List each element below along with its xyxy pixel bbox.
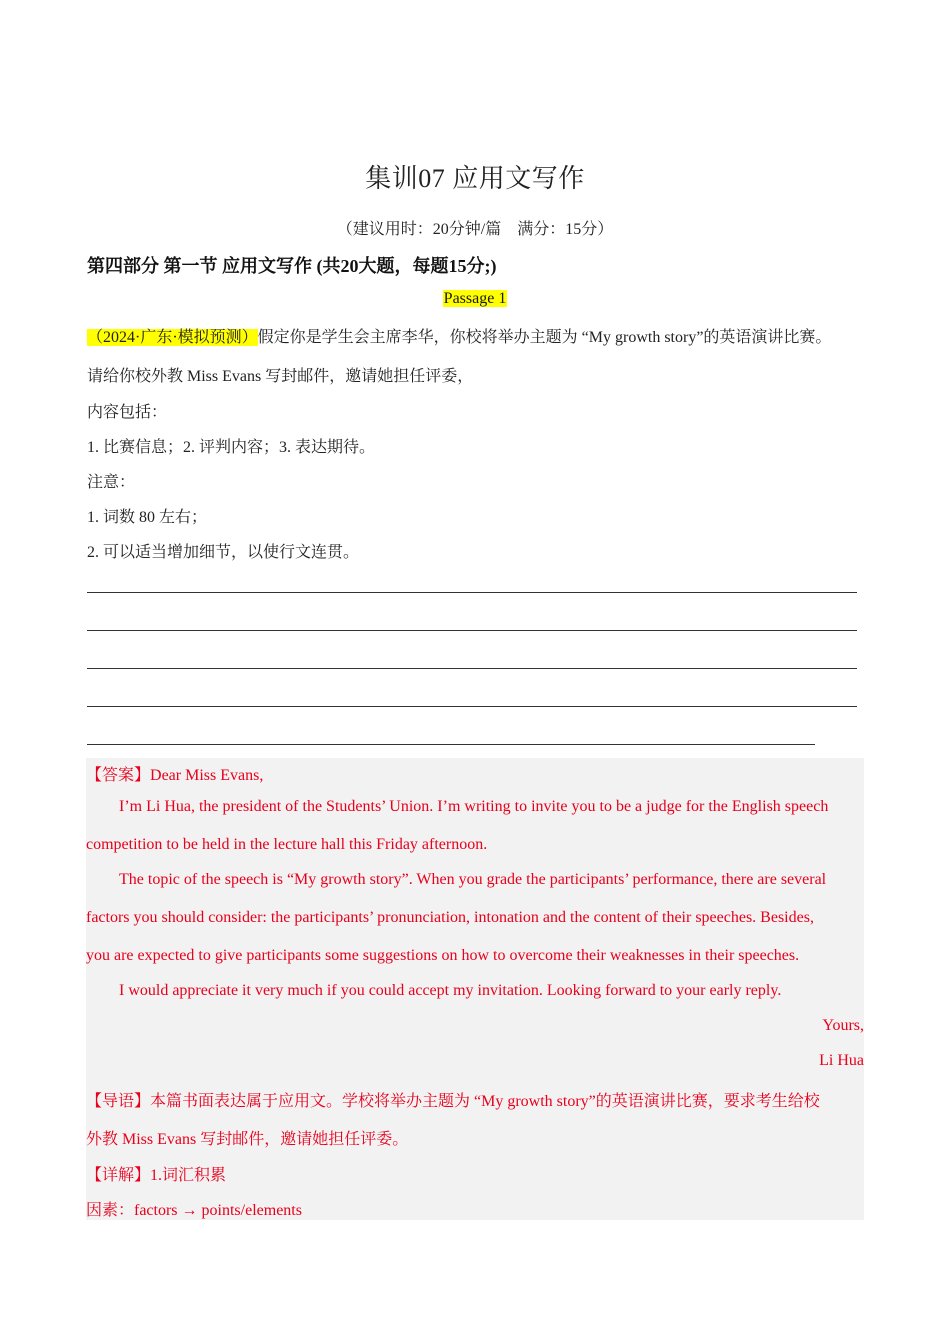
guide-line-1 [86, 1088, 820, 1111]
detail-line-1 [86, 1162, 226, 1185]
prompt-line-2: 请给你校外教 Miss Evans 写封邮件，邀请她担任评委， [87, 368, 474, 385]
prompt-line-1-text: 假定你是学生会主席李华，你校将举办主题为 “My growth story”的英语演讲比赛。 [257, 329, 832, 346]
prompt-line-3: 内容包括： [87, 404, 168, 421]
answer-p1-line-2: competition to be held in the lecture hall this Friday afternoon. [86, 836, 488, 853]
prompt-line-5: 注意： [87, 474, 136, 491]
answer-blank-line-5[interactable] [87, 744, 815, 745]
page-title: 集训07 应用文写作 [365, 164, 585, 193]
section-heading: 第四部分 第一节 应用文写作 (共20大题，每题15分;) [87, 256, 497, 276]
answer-blank-line-2[interactable] [87, 630, 857, 631]
prompt-line-4: 1. 比赛信息；2. 评判内容；3. 表达期待。 [87, 439, 376, 456]
answer-greeting-line [86, 762, 263, 785]
answer-blank-line-4[interactable] [87, 706, 857, 707]
detail-line-2: 因素：factors → points/elements [86, 1202, 302, 1219]
answer-blank-line-3[interactable] [87, 668, 857, 669]
passage-label-text: Passage 1 [443, 290, 507, 307]
prompt-line-1 [87, 324, 831, 347]
prompt-line-7: 2. 可以适当增加细节，以使行文连贯。 [87, 544, 360, 561]
answer-p2-line-2: factors you should consider: the participants’ pronunciation, intonation and the content of their speeches. Besides, [86, 909, 814, 926]
prompt-line-6: 1. 词数 80 左右； [87, 509, 208, 526]
detail-label: 【详解】 [86, 1167, 151, 1184]
answer-p2-line-1: The topic of the speech is “My growth story”. When you grade the participants’ performance, there are several [119, 871, 827, 888]
answer-p1-line-1: I’m Li Hua, the president of the Students’ Union. I’m writing to invite you to be a judge for the English speech [119, 798, 829, 815]
answer-signature: Li Hua [819, 1052, 864, 1069]
detail-text-1: 1.词汇积累 [150, 1167, 227, 1184]
guide-line-2: 外教 Miss Evans 写封邮件，邀请她担任评委。 [86, 1131, 409, 1148]
guide-label: 【导语】 [86, 1093, 151, 1110]
answer-p3-line-1: I would appreciate it very much if you could accept my invitation. Looking forward to your early reply. [119, 982, 782, 999]
answer-closing: Yours, [822, 1017, 864, 1034]
answer-blank-line-1[interactable] [87, 592, 857, 593]
source-tag: （2024·广东·模拟预测） [87, 329, 258, 346]
guide-text-1: 本篇书面表达属于应用文。学校将举办主题为 “My growth story”的英语演讲比赛，要求考生给校 [150, 1093, 820, 1110]
passage-label [0, 290, 950, 308]
answer-label: 【答案】 [86, 767, 151, 784]
time-score-note: （建议用时：20分钟/篇 满分：15分） [336, 221, 614, 238]
answer-p2-line-3: you are expected to give participants some suggestions on how to overcome their weaknesses in their speeches. [86, 947, 800, 964]
answer-greeting: Dear Miss Evans, [150, 767, 264, 784]
